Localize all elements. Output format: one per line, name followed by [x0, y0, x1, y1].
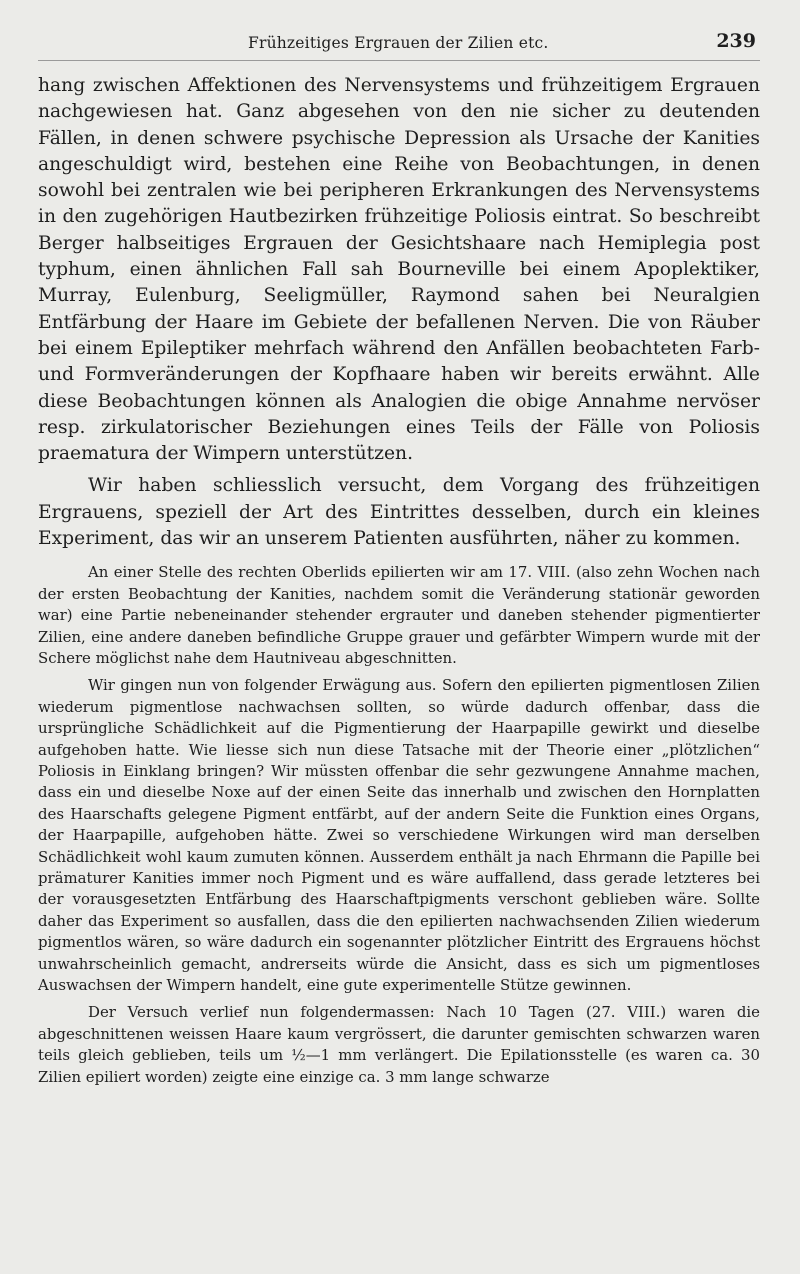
main-paragraph-1: hang zwischen Affektionen des Nervensystems und frühzeitigem Ergrauen nachgewiesen hat. Ganz abgesehen von den nie sicher zu deutenden Fällen, in denen schwere psychische Depression als Ursache der Kanities angeschuldigt wird, bestehen eine Reihe von Beobachtungen, in denen sowohl bei zentralen wie bei peripheren Erkrankungen des Nervensystems in den zugehörigen Hautbezirken frühzeitige Poliosis eintrat. So beschreibt Berger halbseitiges Ergrauen der Gesichtshaare nach Hemiplegia post typhum, einen ähnlichen Fall sah Bourneville bei einem Apoplektiker, Murray, Eulenburg, Seeligmüller, Raymond sahen bei Neuralgien Entfärbung der Haare im Gebiete der befallenen Nerven. Die von Räuber bei einem Epileptiker mehrfach während den Anfällen beobachteten Farb- und Formveränderungen der Kopfhaare haben wir bereits erwähnt. Alle diese Beobachtungen können als Analogien die obige Annahme nervöser resp. zirkulatorischer Beziehungen eines Teils der Fälle von Poliosis praematura der Wimpern unterstützen.	[38, 75, 760, 465]
page-number: 239	[716, 30, 756, 52]
small-paragraph-2: Wir gingen nun von folgender Erwägung aus. Sofern den epilierten pigmentlosen Zilien wiederum pigmentlose nachwachsen sollten, so würde dadurch offenbar, dass die ursprüngliche Schädlichkeit auf die Pigmentierung der Haarpapille gewirkt und dieselbe aufgehoben hatte. Wie liesse sich nun diese Tatsache mit der Theorie einer „plötzlichen“ Poliosis in Einklang bringen? Wir müssten offenbar die sehr gezwungene Annahme machen, dass ein und dieselbe Noxe auf der einen Seite das innerhalb und zwischen den Hornplatten des Haarschafts gelegene Pigment entfärbt, auf der andern Seite die Funktion eines Organs, der Haarpapille, aufgehoben hätte. Zwei so verschiedene Wirkungen wird man derselben Schädlichkeit wohl kaum zumuten können. Ausserdem enthält ja nach Ehrmann die Papille bei prämaturer Kanities immer noch Pigment und es wäre auffallend, dass gerade letzteres bei der vorausgesetzten Entfärbung des Haarschaftpigments verschont geblieben wäre. Sollte daher das Experiment so ausfallen, dass die den epilierten nachwachsenden Zilien wiederum pigmentlos wären, so wäre dadurch ein sogenannter plötzlicher Eintritt des Ergrauens höchst unwahrscheinlich gemacht, andrerseits würde die Ansicht, dass es sich um pigmentloses Auswachsen der Wimpern handelt, eine gute experimentelle Stütze gewinnen.	[38, 676, 760, 995]
main-paragraph-2: Wir haben schliesslich versucht, dem Vorgang des frühzeitigen Ergrauens, speziell der Art des Eintrittes desselben, durch ein kleines Experiment, das wir an unserem Patienten ausführten, näher zu kommen.	[38, 475, 760, 550]
small-paragraph-3: Der Versuch verlief nun folgendermassen: Nach 10 Tagen (27. VIII.) waren die abgeschnittenen weissen Haare kaum vergrössert, die darunter gemischten schwarzen waren teils gleich geblieben, teils um ½—1 mm verlängert. Die Epilationsstelle (es waren ca. 30 Zilien epiliert worden) zeigte eine einzige ca. 3 mm lange schwarze	[38, 1003, 760, 1086]
small-print-section	[38, 562, 760, 1088]
running-head	[38, 28, 760, 61]
running-title: Frühzeitiges Ergrauen der Zilien etc.	[248, 34, 549, 52]
small-paragraph-1: An einer Stelle des rechten Oberlids epilierten wir am 17. VIII. (also zehn Wochen nach der ersten Beobachtung der Kanities, nachdem somit die Veränderung stationär geworden war) eine Partie nebeneinander stehender ergrauter und daneben stehender pigmentierter Zilien, eine andere daneben befindliche Gruppe grauer und gefärbter Wimpern wurde mit der Schere möglichst nahe dem Hautniveau abgeschnitten.	[38, 563, 760, 667]
main-text	[38, 73, 760, 552]
